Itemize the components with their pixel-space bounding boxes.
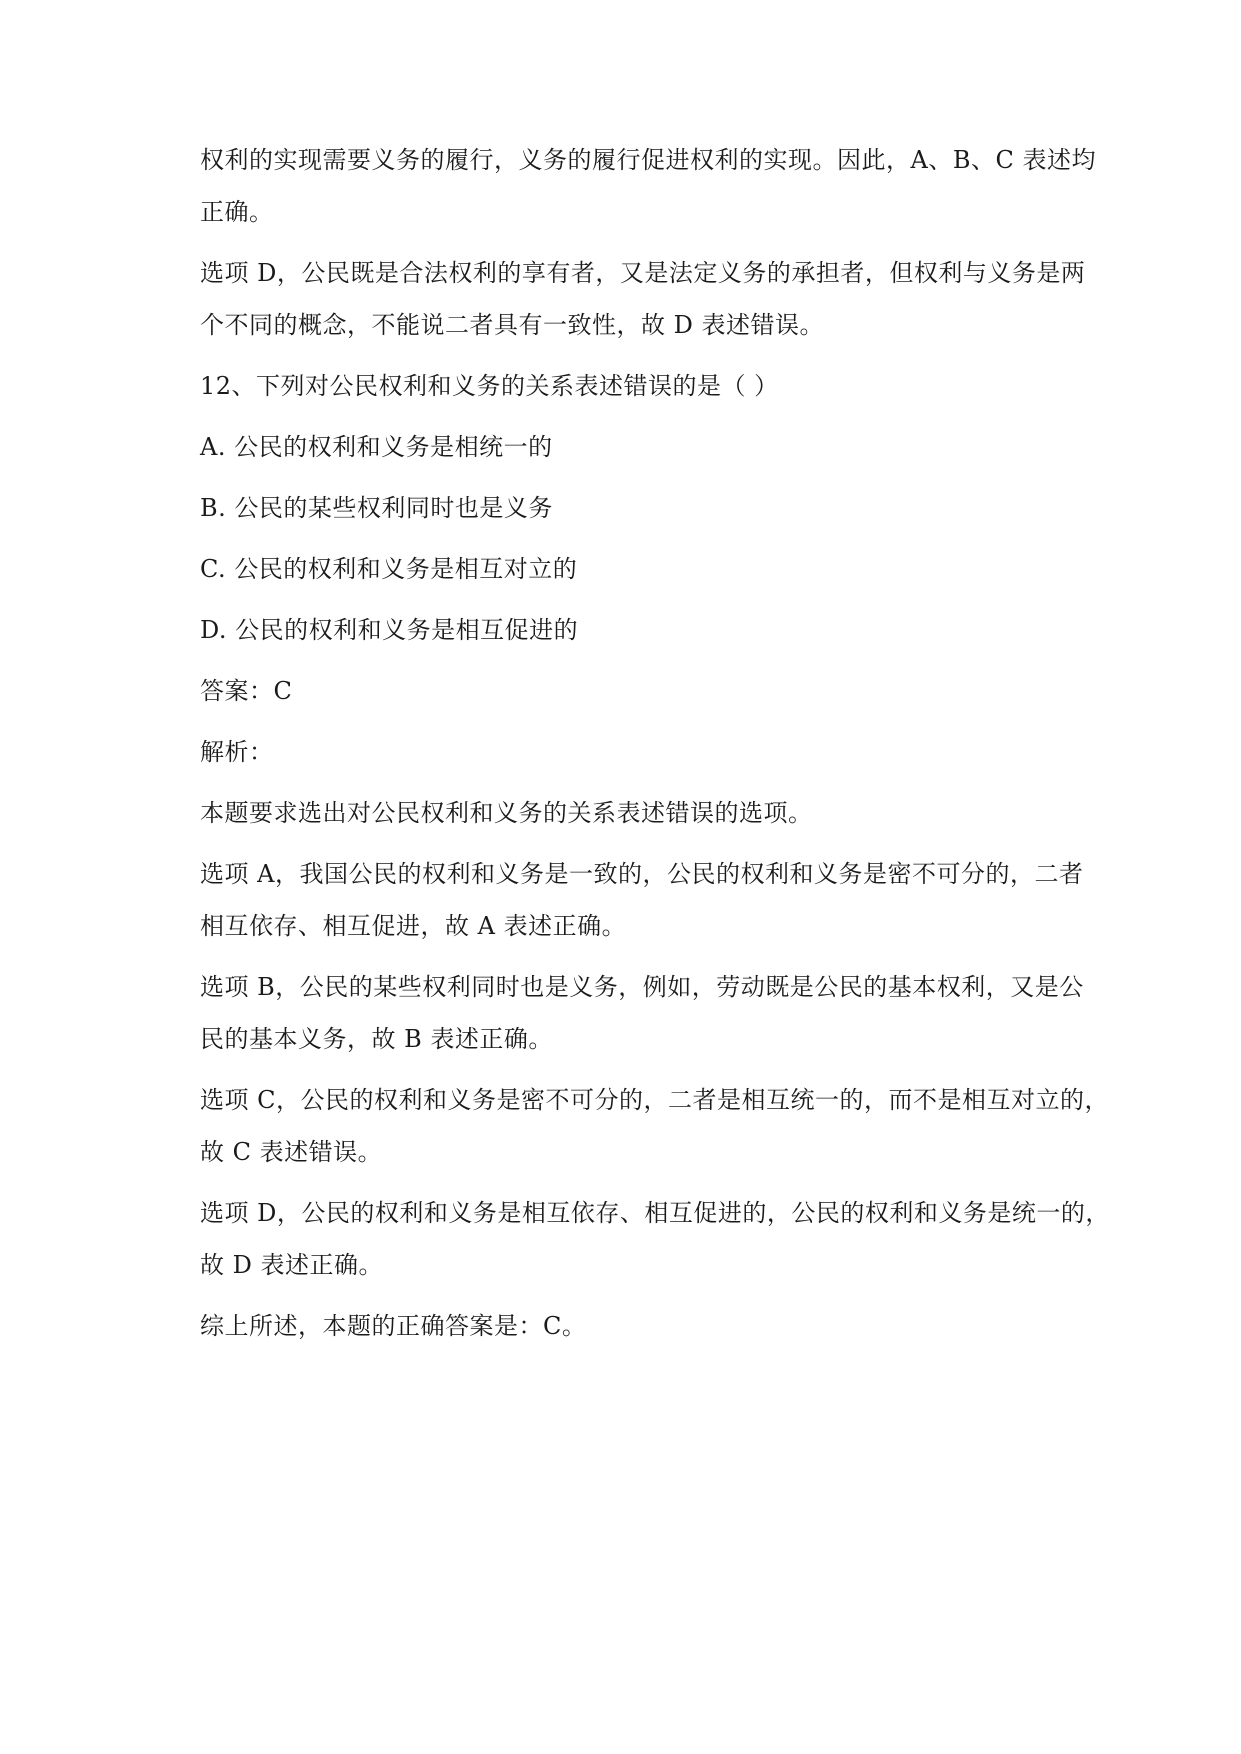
text-line: 故 D 表述正确。: [200, 1251, 383, 1279]
option-b: B. 公民的某些权利同时也是义务: [200, 494, 553, 522]
text-line: 本题要求选出对公民权利和义务的关系表述错误的选项。: [200, 799, 813, 827]
text-line: 民的基本义务，故 B 表述正确。: [200, 1025, 553, 1053]
question-title: 12、下列对公民权利和义务的关系表述错误的是（ ）: [200, 372, 779, 400]
text-line: 个不同的概念，不能说二者具有一致性，故 D 表述错误。: [200, 311, 824, 339]
text-line: 相互依存、相互促进，故 A 表述正确。: [200, 912, 627, 940]
text-line: 权利的实现需要义务的履行，义务的履行促进权利的实现。因此，A、B、C 表述均: [200, 146, 1096, 174]
text-line: 正确。: [200, 198, 274, 226]
option-c: C. 公民的权利和义务是相互对立的: [200, 555, 578, 583]
text-line: 选项 D，公民既是合法权利的享有者，又是法定义务的承担者，但权利与义务是两: [200, 259, 1086, 287]
text-line: 选项 C，公民的权利和义务是密不可分的，二者是相互统一的，而不是相互对立的，: [200, 1086, 1109, 1114]
text-line: 选项 A，我国公民的权利和义务是一致的，公民的权利和义务是密不可分的，二者: [200, 860, 1084, 888]
text-line: 选项 D，公民的权利和义务是相互依存、相互促进的，公民的权利和义务是统一的，: [200, 1199, 1110, 1227]
analysis-heading: 解析：: [200, 738, 274, 766]
answer-label: 答案：C: [200, 677, 293, 705]
conclusion-line: 综上所述，本题的正确答案是：C。: [200, 1312, 587, 1340]
option-d: D. 公民的权利和义务是相互促进的: [200, 616, 579, 644]
text-line: 故 C 表述错误。: [200, 1138, 383, 1166]
text-line: 选项 B，公民的某些权利同时也是义务，例如，劳动既是公民的基本权利，又是公: [200, 973, 1084, 1001]
option-a: A. 公民的权利和义务是相统一的: [200, 433, 553, 461]
